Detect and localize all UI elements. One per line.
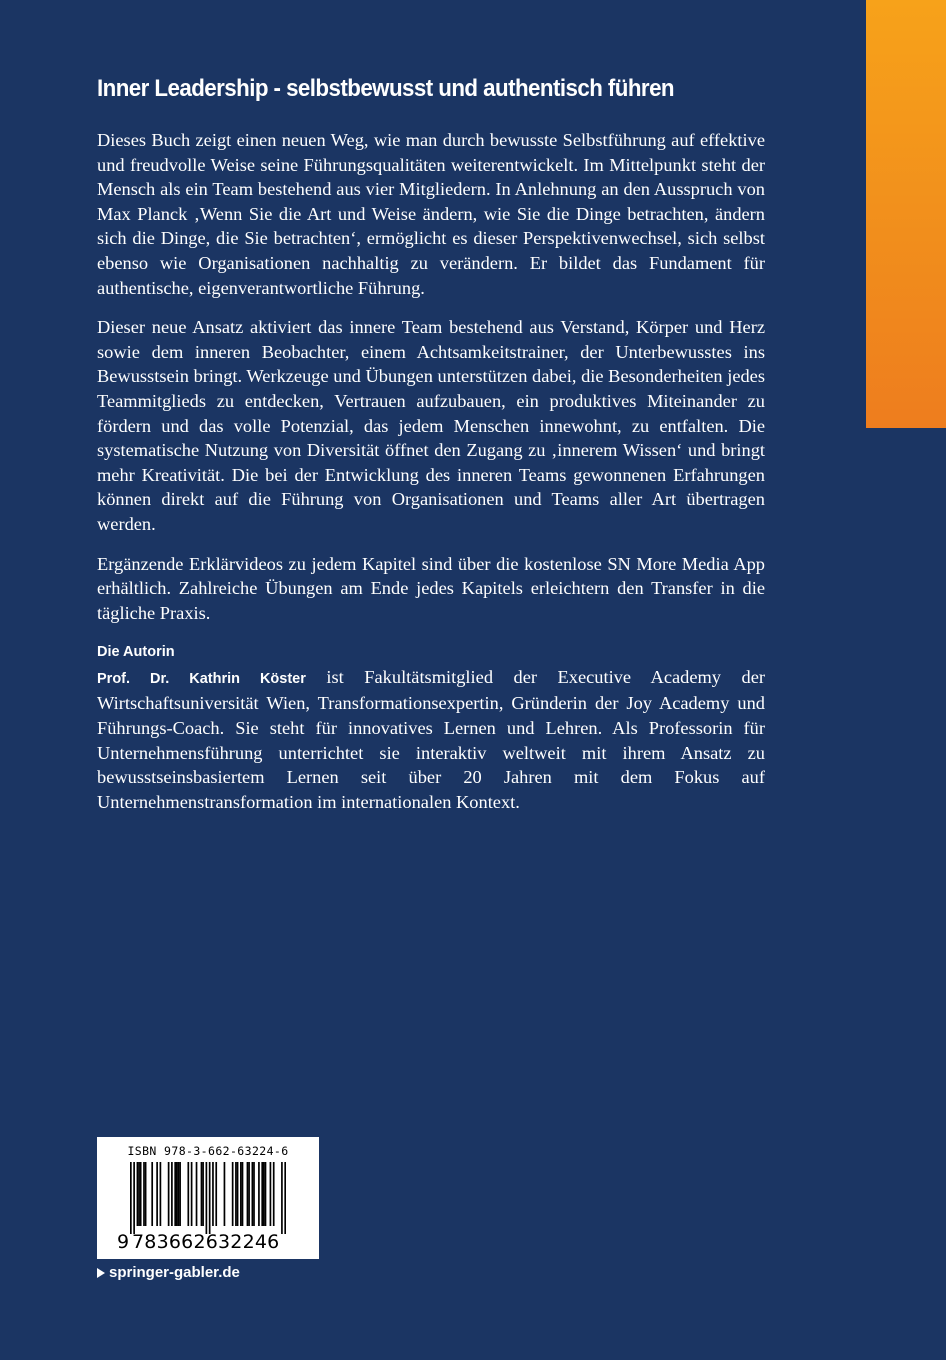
barcode-digit-groups: 783662632246 [132, 1231, 280, 1253]
barcode-bar [261, 1162, 263, 1226]
barcode-bar [209, 1162, 211, 1234]
barcode-bar [176, 1162, 178, 1226]
barcode-bar [284, 1162, 286, 1234]
barcode-bar [168, 1162, 170, 1226]
barcode-bar [160, 1162, 162, 1226]
barcode-bar [215, 1162, 217, 1226]
barcode-bar [187, 1162, 189, 1226]
book-title: Inner Leadership - selbstbewusst und authentisch führen [97, 75, 675, 102]
arrow-right-icon [97, 1268, 105, 1278]
barcode-bars [130, 1162, 286, 1234]
publisher-link[interactable] [97, 1264, 240, 1281]
description-paragraph-3: Ergänzende Erklärvideos zu jedem Kapitel sind über die kostenlose SN More Media App erhältlich. Zahlreiche Übungen am Ende jedes Kapitels erleichtern den Transfer in die tägliche Praxis. [97, 553, 765, 623]
barcode-bar [248, 1162, 250, 1226]
barcode-bar [179, 1162, 181, 1226]
barcode-bar [240, 1162, 242, 1226]
orange-accent-bar [866, 0, 946, 428]
barcode-bar [138, 1162, 140, 1226]
barcode-bar [171, 1162, 173, 1226]
barcode-bar [191, 1162, 193, 1226]
barcode-bar [237, 1162, 239, 1226]
barcode-bar [178, 1162, 180, 1226]
isbn-label: ISBN 978-3-662-63224-6 [127, 1144, 289, 1158]
isbn-barcode [97, 1137, 319, 1259]
barcode-bar [196, 1162, 198, 1226]
barcode-bar [206, 1162, 208, 1234]
barcode-bar [263, 1162, 265, 1226]
author-heading: Die Autorin [97, 644, 175, 661]
barcode-bar [270, 1162, 272, 1226]
description-paragraph-2: Dieser neue Ansatz aktiviert das innere Team bestehend aus Verstand, Körper und Herz sowie dem inneren Beobachter, einem Achtsamkeitstrainer, der Unterbewusstes ins Bewusstsein bringt. Werkzeuge und Übungen unterstützen dabei, die Besonderheiten jedes Teammitglieds zu entdecken, Vertrauen aufzubauen, ein produktives Miteinander zu fördern und das volle Potenzial, das jedem Menschen innewohnt, zu entfalten. Die systematische Nutzung von Diversität öffnet den Zugang zu ‚innerem Wissen‘ und bringt mehr Kreativität. Die bei der Entwicklung des inneren Teams gewonnenen Erfahrungen können direkt auf die Führung von Organisationen und Teams aller Art übertragen werden. [97, 317, 765, 534]
barcode-bar [156, 1162, 158, 1226]
barcode-bar [273, 1162, 275, 1226]
barcode-bar [224, 1162, 226, 1226]
barcode-bar [212, 1162, 214, 1226]
barcode-first-digit: 9 [117, 1231, 130, 1253]
barcode-bar [247, 1162, 249, 1226]
barcode-bar [140, 1162, 142, 1226]
back-cover-text [97, 74, 765, 829]
barcode-bar [232, 1162, 234, 1226]
barcode-bar [133, 1162, 135, 1234]
barcode-bar [253, 1162, 255, 1226]
barcode-bar [252, 1162, 254, 1226]
barcode-bar [202, 1162, 204, 1226]
barcode-bar [265, 1162, 267, 1226]
barcode-bar [137, 1162, 139, 1226]
barcode-bar [174, 1162, 176, 1226]
barcode-bar [151, 1162, 153, 1226]
author-name: Prof. Dr. Kathrin Köster [97, 670, 306, 687]
barcode-bar [235, 1162, 237, 1226]
description-paragraph-1: Dieses Buch zeigt einen neuen Weg, wie man durch bewusste Selbstführung auf effektive und freudvolle Weise seine Führungsqualitäten weiterentwickelt. Im Mittelpunkt steht der Mensch als ein Team bestehend aus vier Mitgliedern. In Anlehnung an den Ausspruch von Max Planck ‚Wenn Sie die Art und Weise ändern, wie Sie die Dinge betrachten, ändern sich die Dinge, die Sie betrachten‘, ermöglicht es dieser Perspektivenwechsel, sich selbst ebenso wie Organisationen nachhaltig zu verändern. Er bildet das Fundament für authentische, eigenverantwortliche Führung. [97, 130, 765, 298]
publisher-url: springer-gabler.de [109, 1264, 240, 1281]
barcode-bar [201, 1162, 203, 1226]
barcode-bar [130, 1162, 132, 1234]
barcode-bar [258, 1162, 260, 1226]
barcode-bar [143, 1162, 145, 1226]
author-bio [97, 665, 765, 815]
barcode-bar [242, 1162, 244, 1226]
author-bio-text: ist Fakultätsmitglied der Executive Academy der Wirtschaftsuniversität Wien, Transformationsexpertin, Gründerin der Joy Academy und Führungs-Coach. Sie steht für innovatives Lernen und Lehren. Als Professorin für Unternehmensführung unterrichtet sie interaktiv weltweit mit ihrem Ansatz zu bewusstseinsbasiertem Lernen seit über 20 Jahren mit dem Fokus auf Unternehmenstransformation im internationalen Kontext. [97, 666, 765, 812]
barcode-bar [145, 1162, 147, 1226]
barcode-bar [281, 1162, 283, 1234]
